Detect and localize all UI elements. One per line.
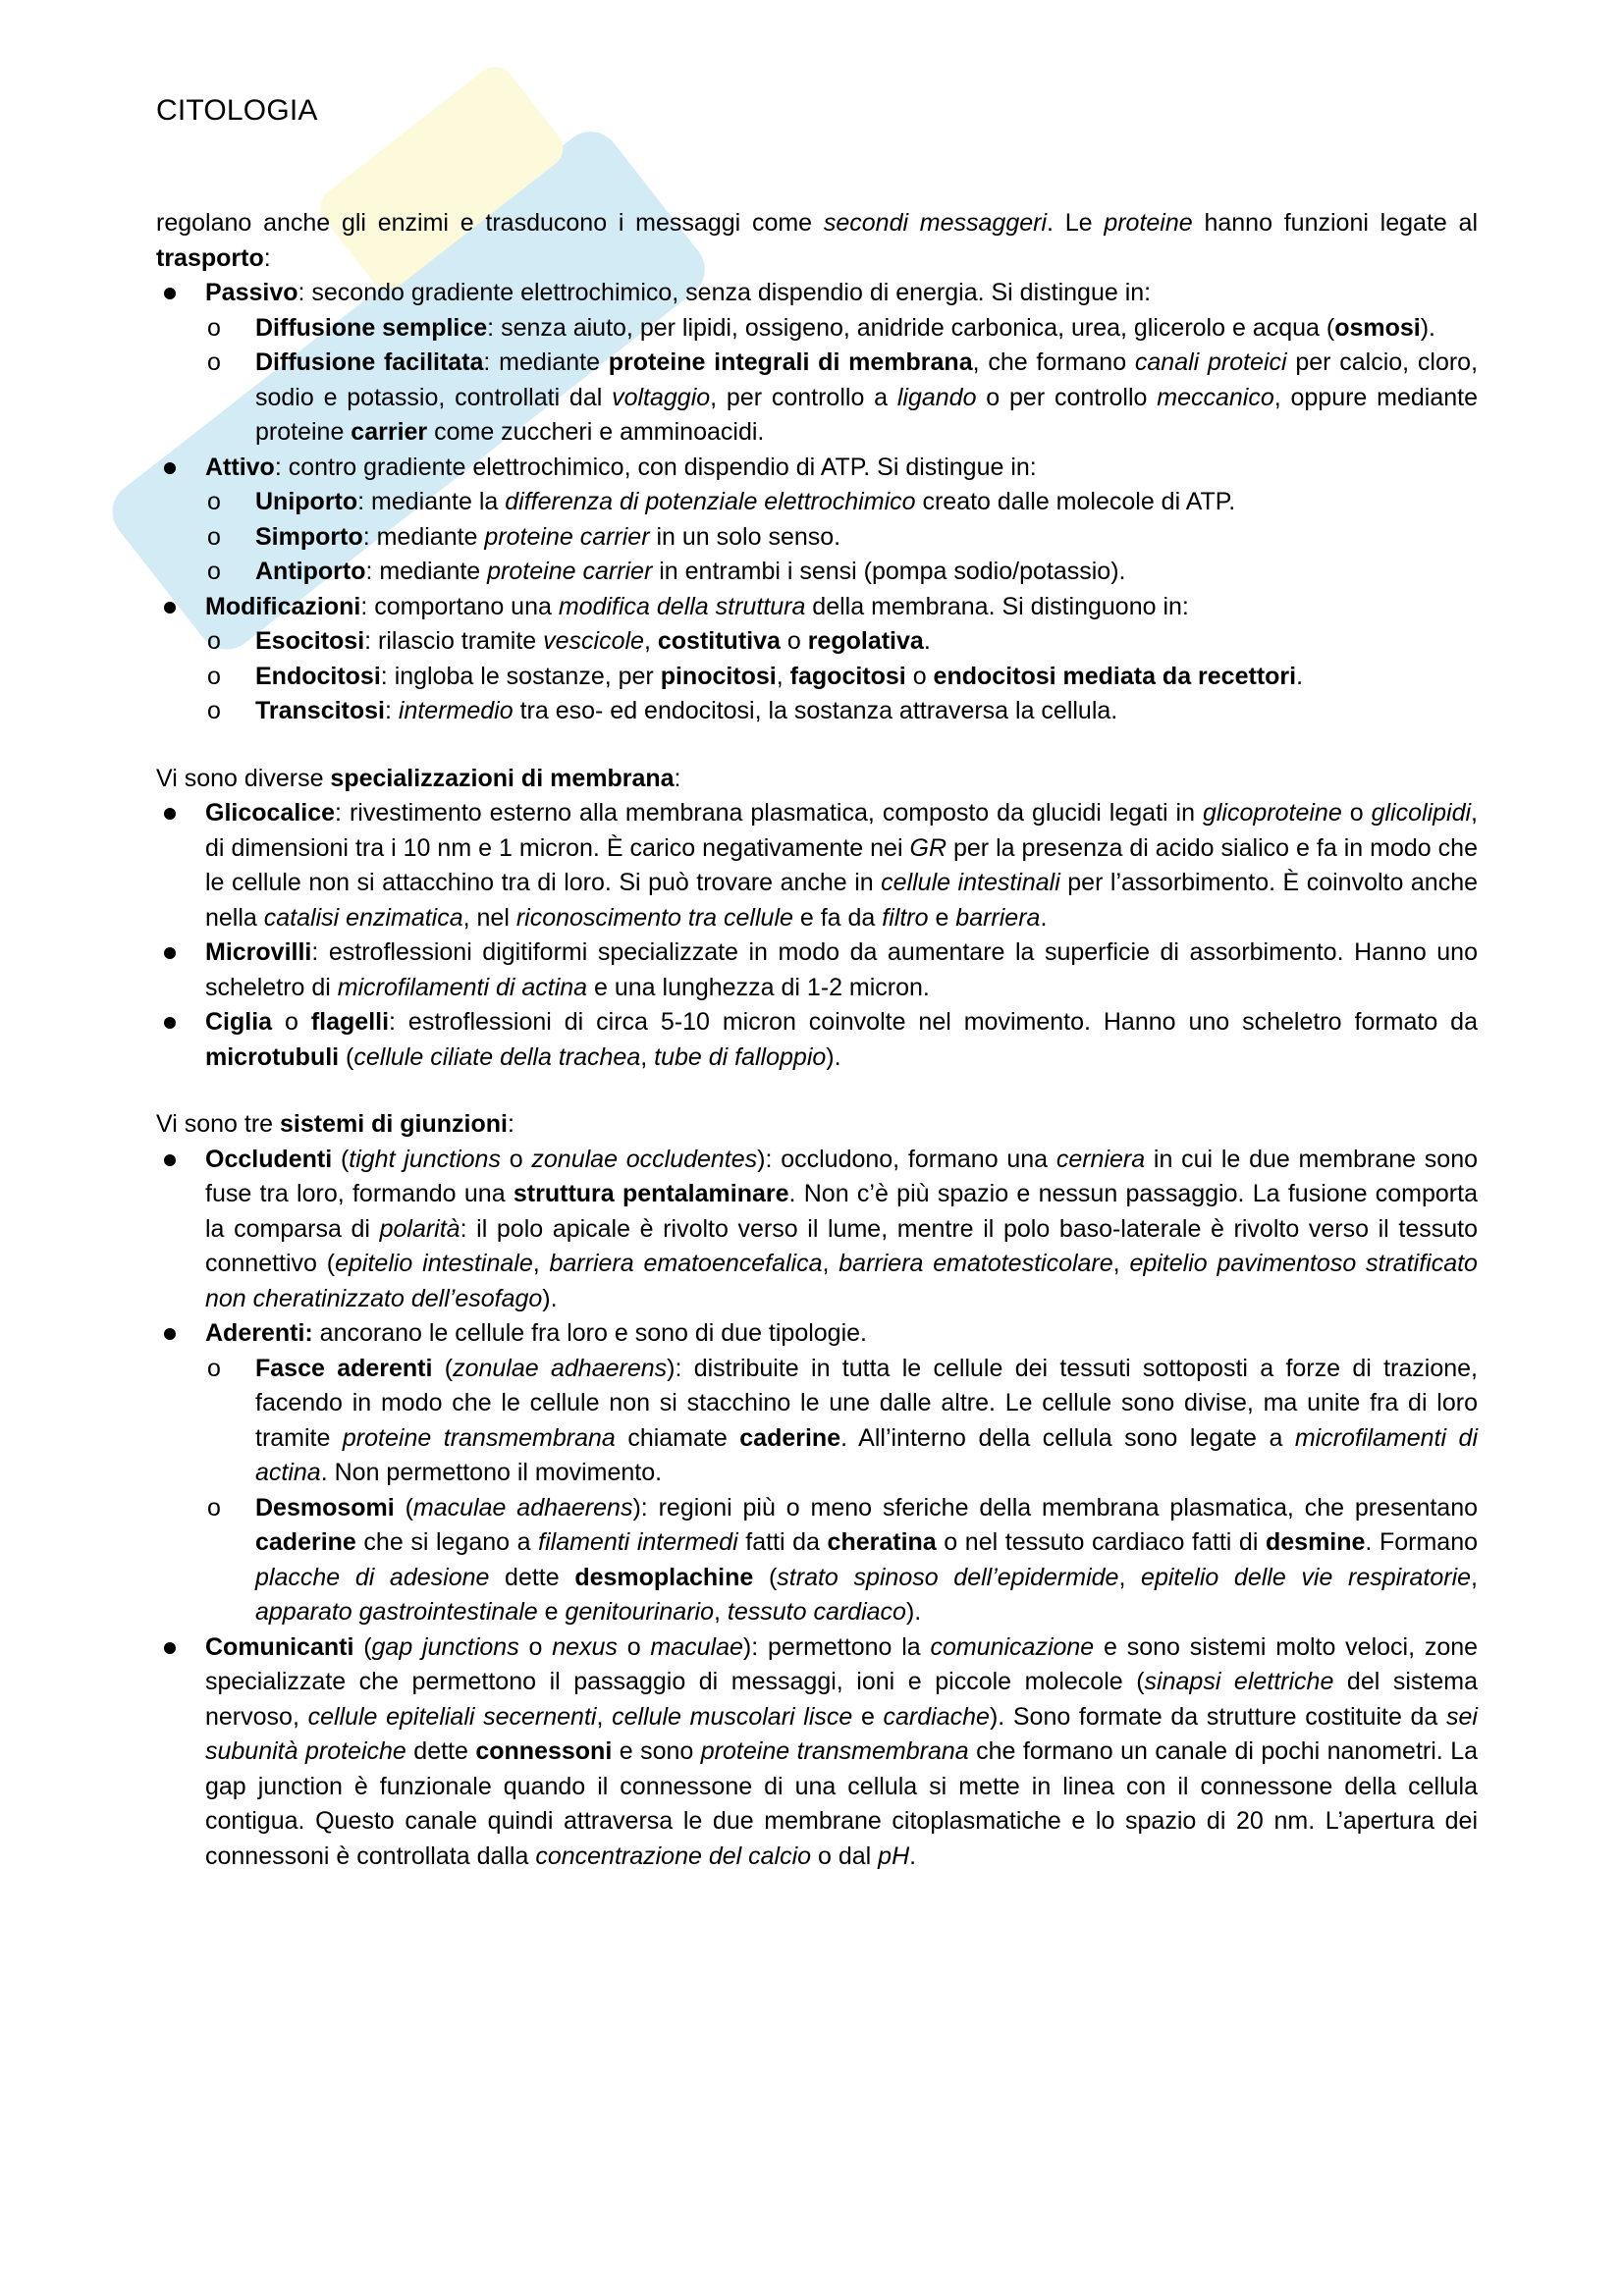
list-item [156,1630,1478,1875]
bold-term: Endocitosi [255,662,381,690]
text-run: , oppure mediante proteine [255,383,1478,446]
italic-term: concentrazione del calcio [535,1842,812,1870]
text-run: o [905,662,934,690]
text-run: Vi sono diverse [156,764,331,792]
italic-term: zonulae adhaerens [453,1354,668,1382]
italic-term: epitelio intestinale [335,1250,533,1277]
italic-term: maculae adhaerens [412,1493,633,1522]
bold-term: pinocitosi [660,662,777,690]
italic-term: canali proteici [1134,348,1287,376]
bullet-icon [164,1154,176,1166]
text-run: ( [332,1145,350,1173]
text-run: , nel [462,903,516,932]
text-run: dette [489,1563,575,1591]
text-run: in cui le due membrane sono fuse tra loro, formando una [205,1145,1479,1207]
italic-term: pH [878,1842,910,1870]
text-run: o [272,1008,311,1036]
bold-term: fagocitosi [789,662,906,690]
text-run: . [1040,903,1048,932]
italic-term: glicoproteine [1202,799,1342,827]
bold-term: specializzazioni di membrana [330,764,675,792]
bold-term: osmosi [1334,313,1421,342]
text-run: in entrambi i sensi (pompa sodio/potassio). [652,558,1126,585]
bold-term: Diffusione semplice [255,313,488,342]
bold-term: Occludenti [205,1145,333,1173]
bullet-icon [164,1328,176,1340]
text-run: . Non permettono il movimento. [320,1459,663,1486]
paragraph [156,206,1478,276]
text-run: del sistema nervoso, [205,1668,1478,1731]
text-run: ). Sono formate da strutture costituite da [989,1702,1447,1731]
sub-list-item [205,346,1478,451]
circle-bullet-icon: o [207,348,221,376]
bold-term: desmine [1265,1528,1366,1556]
list-item [156,276,1478,451]
bullet-list [156,1143,1478,1875]
text-run: per calcio, cloro, sodio e potassio, controllati dal [255,348,1479,411]
text-run: : ingloba le sostanze, per [380,662,661,690]
sub-list-item [205,660,1478,695]
sub-list [205,485,1478,590]
bold-term: Glicocalice [205,799,336,827]
text-run: , [822,1250,839,1277]
italic-term: modifica della struttura [558,592,806,620]
text-run: . [1296,662,1304,690]
italic-term: filamenti intermedi [538,1528,738,1556]
paragraph [156,1107,1478,1143]
bold-term: microtubuli [205,1042,340,1071]
list-item [156,590,1478,729]
italic-term: genitourinario [565,1598,714,1626]
text-run: : [674,764,681,792]
text-run: ( [753,1563,778,1591]
text-run: fatti da [737,1528,828,1556]
text-run: . Le [1047,209,1105,237]
italic-term: cellule intestinali [881,869,1060,896]
text-run: hanno funzioni legate al [1192,209,1479,237]
italic-term: tight junctions [349,1145,501,1173]
italic-term: proteine carrier [484,522,650,551]
italic-term: maculae [650,1632,743,1661]
text-run: per l’assorbimento. È coinvolto anche nella [205,869,1479,932]
italic-term: secondi messaggeri [823,209,1048,237]
bold-term: Attivo [205,453,275,481]
text-run: e una lunghezza di 1-2 micron. [587,973,930,1001]
text-run: , [714,1598,728,1626]
italic-term: epitelio pavimentoso stratificato non cheratinizzato dell’esofago [205,1250,1478,1312]
bold-term: caderine [255,1528,356,1556]
italic-term: proteine transmembrana [342,1423,616,1452]
bold-term: Uniporto [255,488,358,515]
text-run: e fa da [792,903,883,932]
text-run: o [500,1145,532,1173]
bullet-icon [164,602,176,614]
sub-list-item [205,555,1478,590]
bullet-icon [164,947,176,959]
text-run: chiamate [615,1423,740,1452]
italic-term: strato spinoso dell’epidermide [777,1563,1119,1591]
italic-term: proteine carrier [487,558,653,585]
text-run: come zuccheri e amminoacidi. [427,418,765,446]
sub-list-item [205,624,1478,660]
text-run: ). [542,1284,558,1312]
italic-term: barriera ematoencefalica [549,1250,823,1277]
text-run: , [643,627,658,655]
text-run: : estroflessioni digitiformi specializzate in modo da aumentare la superficie di assorbimento. Hanno uno scheletro di [205,938,1478,1001]
text-run: dette [406,1737,476,1765]
text-run: : mediante la [357,488,506,515]
text-run: tra eso- ed endocitosi, la sostanza attraversa la cellula. [513,697,1118,724]
italic-term: tube di falloppio [654,1042,827,1071]
text-run: , che formano [972,348,1135,376]
text-run: : [263,243,271,272]
italic-term: cerniera [1055,1145,1146,1173]
italic-term: cellule muscolari lisce [612,1702,853,1731]
text-run: , [1471,1563,1478,1591]
circle-bullet-icon: o [207,627,221,655]
sub-list-item [205,694,1478,729]
sub-list [205,1352,1478,1630]
bullet-icon [164,808,176,820]
italic-term: polarità [379,1214,460,1243]
sub-list [205,624,1478,729]
bullet-icon [164,1017,176,1029]
bold-term: Antiporto [255,558,366,585]
bold-term: Fasce aderenti [255,1354,433,1382]
text-run: ). [1420,313,1435,342]
bold-term: Desmosomi [255,1493,395,1522]
text-run: ancorano le cellule fra loro e sono di due tipologie. [312,1319,867,1347]
list-item [156,451,1478,590]
bold-term: trasporto [156,243,264,272]
list-item [156,796,1478,935]
text-run: : rivestimento esterno alla membrana plasmatica, composto da glucidi legati in [335,799,1203,827]
text-run: o [518,1632,553,1661]
text-run: o [1341,799,1372,827]
text-run: : mediante [365,558,488,585]
italic-term: proteine [1104,209,1193,237]
document-body [156,206,1478,1874]
italic-term: differenza di potenziale elettrochimico [505,488,916,515]
circle-bullet-icon: o [207,697,221,724]
page-header: CITOLOGIA [156,94,318,127]
text-run: e [537,1598,566,1626]
bullet-list [156,276,1478,729]
italic-term: intermedio [398,697,514,724]
italic-term: GR [909,833,947,862]
italic-term: microfilamenti di actina [337,973,588,1001]
sub-list-item [205,1491,1478,1630]
text-run: . Non c’è più spazio e nessun passaggio. La fusione comporta la comparsa di [205,1180,1478,1243]
bullet-icon [164,288,176,299]
text-run: ( [394,1493,413,1522]
paragraph [156,762,1478,797]
bold-term: cheratina [827,1528,937,1556]
text-run: , [596,1702,613,1731]
text-run: e sono sistemi molto veloci, zone specializzate che permettono il passaggio di messaggi, ioni e piccole molecole ( [205,1632,1479,1695]
italic-term: barriera ematotesticolare [839,1250,1113,1277]
italic-term: sinapsi elettriche [1144,1668,1334,1695]
text-run: , [776,662,790,690]
italic-term: tessuto cardiaco [727,1598,906,1626]
bold-term: Comunicanti [205,1632,354,1661]
italic-term: riconoscimento tra cellule [515,903,793,932]
text-run: . All’interno della cellula sono legate a [840,1423,1295,1452]
bold-term: Diffusione facilitata [255,348,484,376]
text-run: : contro gradiente elettrochimico, con dispendio di ATP. Si distingue in: [274,453,1037,481]
text-run: , [640,1042,655,1071]
circle-bullet-icon: o [207,558,221,585]
italic-term: ligando [896,383,977,411]
bullet-list [156,796,1478,1075]
text-run: o [617,1632,651,1661]
text-run: : comportano una [360,592,559,620]
text-run: creato dalle molecole di ATP. [915,488,1236,515]
italic-term: epitelio delle vie respiratorie [1141,1563,1472,1591]
bold-term: Modificazioni [205,592,361,620]
list-item [156,935,1478,1005]
bold-term: Microvilli [205,938,312,966]
text-run: . Formano [1365,1528,1478,1556]
text-run: , [1112,1250,1130,1277]
text-run: che formano un canale di pochi nanometri. La gap junction è funzionale quando il connessone di una cellula si mette in linea con il connessone della cellula contigua. Questo canale quindi attraversa le due membrane citoplasmatiche e lo spazio di 20 nm. L’apertura dei connessoni è controllata dalla [205,1737,1478,1870]
bold-term: sistemi di giunzioni [280,1110,508,1138]
italic-term: comunicazione [930,1632,1095,1661]
text-run: : mediante [483,348,609,376]
text-run: : estroflessioni di circa 5-10 micron coinvolte nel movimento. Hanno uno scheletro formato da [389,1008,1478,1036]
italic-term: meccanico [1157,383,1274,411]
italic-term: filtro [882,903,929,932]
bullet-icon [164,1642,176,1654]
text-run: Vi sono tre [156,1110,281,1138]
text-run: , [532,1250,550,1277]
text-run: o [780,627,808,655]
text-run: ( [353,1632,372,1661]
text-run: e [852,1702,884,1731]
sub-list [205,311,1478,451]
italic-term: catalisi enzimatica [263,903,463,932]
circle-bullet-icon: o [207,522,221,551]
bold-term: costitutiva [657,627,781,655]
sub-list-item [205,1352,1478,1491]
italic-term: cellule ciliate della trachea [353,1042,641,1071]
text-run: : [385,697,399,724]
bold-term: Aderenti: [205,1319,313,1347]
text-run: della membrana. Si distinguono in: [805,592,1189,620]
bold-term: Esocitosi [255,627,365,655]
text-run: : mediante [362,522,485,551]
text-run: in un solo senso. [649,522,841,551]
text-run: ( [339,1042,354,1071]
bold-term: Passivo [205,279,298,306]
italic-term: glicolipidi [1371,799,1472,827]
text-run: regolano anche gli enzimi e trasducono i messaggi come [156,209,824,237]
text-run: o nel tessuto cardiaco fatti di [936,1528,1266,1556]
list-item [156,1005,1478,1075]
bullet-icon [164,462,176,474]
sub-list-item [205,311,1478,347]
italic-term: proteine transmembrana [700,1737,969,1765]
italic-term: voltaggio [612,383,711,411]
text-run: : [507,1110,514,1138]
text-run: ): permettono la [742,1632,931,1661]
circle-bullet-icon: o [207,313,221,342]
circle-bullet-icon: o [207,662,221,690]
text-run: e [928,903,956,932]
text-run: : il polo apicale è rivolto verso il lume, mentre il polo baso-laterale è rivolto verso il tessuto connettivo ( [205,1214,1478,1277]
circle-bullet-icon: o [207,1354,221,1382]
italic-term: gap junctions [371,1632,519,1661]
italic-term: zonulae occludentes [531,1145,758,1173]
section-spacer [156,1075,1478,1107]
text-run: o dal [811,1842,879,1870]
italic-term: placche di adesione [255,1563,490,1591]
bold-term: struttura pentalaminare [513,1180,789,1207]
circle-bullet-icon: o [207,1493,221,1522]
bold-term: flagelli [310,1008,390,1036]
text-run: : rilascio tramite [364,627,544,655]
text-run: che si legano a [355,1528,539,1556]
italic-term: vescicole [543,627,644,655]
bold-term: regolativa [807,627,924,655]
bold-term: desmoplachine [574,1563,754,1591]
sub-list-item [205,485,1478,520]
text-run: ): distribuite in tutta le cellule dei tessuti sottoposti a forze di trazione, facendo in modo che le cellule non si stacchino le une dalle altre. Le cellule sono divise, ma unite fra di loro tramite [255,1354,1479,1452]
bold-term: endocitosi mediata da recettori [933,662,1297,690]
circle-bullet-icon: o [207,488,221,515]
italic-term: cardiache [883,1702,990,1731]
document-page [156,94,1478,1874]
italic-term: apparato gastrointestinale [255,1598,538,1626]
bold-term: Transcitosi [255,697,385,724]
bold-term: Simporto [255,522,363,551]
section-spacer [156,729,1478,762]
text-run: ). [905,1598,922,1626]
bold-term: Ciglia [205,1008,273,1036]
italic-term: microfilamenti di actina [255,1423,1478,1486]
text-run: e sono [612,1737,701,1765]
bold-term: connessoni [475,1737,613,1765]
list-item [156,1316,1478,1630]
text-run: , [1118,1563,1142,1591]
bold-term: carrier [351,418,428,446]
list-item [156,1143,1478,1317]
italic-term: cellule epiteliali secernenti [307,1702,597,1731]
text-run: ). [826,1042,841,1071]
text-run: . [923,627,931,655]
text-run: ( [432,1354,454,1382]
text-run: ): regioni più o meno sferiche della membrana plasmatica, che presentano [632,1493,1479,1522]
bold-term: proteine integrali di membrana [608,348,973,376]
text-run: per la presenza di acido sialico e fa in modo che le cellule non si attacchino tra di loro. Si può trovare anche in [205,833,1478,896]
text-run: , di dimensioni tra i 10 nm e 1 micron. È carico negativamente nei [205,799,1478,862]
text-run: : senza aiuto, per lipidi, ossigeno, anidride carbonica, urea, glicerolo e acqua ( [487,313,1335,342]
text-run: : secondo gradiente elettrochimico, senza dispendio di energia. Si distingue in: [298,279,1152,306]
sub-list-item [205,520,1478,556]
italic-term: barriera [955,903,1041,932]
text-run: . [909,1842,917,1870]
bold-term: caderine [739,1423,841,1452]
italic-term: nexus [552,1632,618,1661]
text-run: o per controllo [976,383,1158,411]
text-run: ): occludono, formano una [757,1145,1056,1173]
italic-term: sei subunità proteiche [205,1702,1478,1765]
text-run: , per controllo a [710,383,897,411]
